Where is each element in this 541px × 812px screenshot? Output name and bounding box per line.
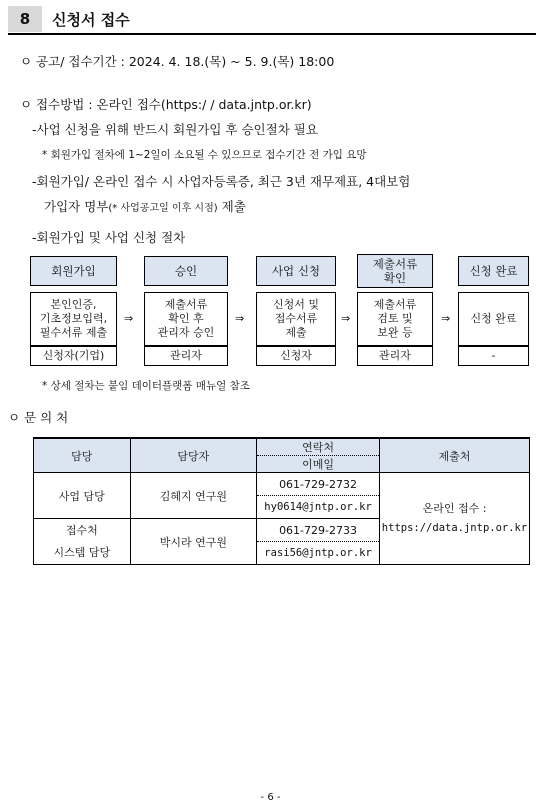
contact-table [33,437,530,565]
contact-table-header [34,438,530,456]
flow-step-3-head: 사업 신청 [256,256,336,286]
row2-dept [34,519,131,565]
header-contact: 연락처 [257,438,380,456]
method-item: ㅇ 접수방법 : 온라인 접수(https:/ / data.jntp.or.kr) [20,97,312,112]
row1-email: hy0614@jntp.or.kr [257,496,380,519]
flow-step-5-head: 신청 완료 [458,256,529,286]
contact-label: ㅇ 문 의 처 [8,410,69,425]
header-person: 담당자 [130,438,256,473]
flow-step-1-head: 회원가입 [30,256,117,286]
flow-arrow-4: ⇒ [441,312,451,325]
flow-arrow-3: ⇒ [341,312,351,325]
flow-step-4-body: 제출서류 검토 및 보완 등 [357,292,433,346]
row2-person: 박시라 연구원 [130,519,256,565]
table-row [34,473,530,496]
submit-line-1: 온라인 접수 : [422,502,487,516]
row2-email: rasi56@jntp.or.kr [257,542,380,565]
row1-dept: 사업 담당 [34,473,131,519]
header-submit: 제출처 [380,438,530,473]
flow-step-4-actor: 관리자 [357,346,433,366]
signup-required-line: -사업 신청을 위해 반드시 회원가입 후 승인절차 필요 [32,122,318,137]
period-item: ㅇ 공고/ 접수기간 : 2024. 4. 18.(목) ~ 5. 9.(목) 18:00 [20,54,335,69]
flow-step-5-actor: - [458,346,529,366]
flow-step-3-actor: 신청자 [256,346,336,366]
flow-step-2-head: 승인 [144,256,228,286]
section-number: 8 [8,6,42,32]
header-email: 이메일 [257,456,380,473]
submit-url: https://data.jntp.or.kr [381,521,528,534]
documents-roster-note: (* 사업공고일 이후 시점) [108,203,218,214]
row2-dept-line1: 접수처 [65,523,98,537]
flow-step-1-actor: 신청자(기업) [30,346,117,366]
procedure-title: -회원가입 및 사업 신청 절차 [32,230,186,245]
flow-step-4-head: 제출서류 확인 [357,254,433,288]
submit-cell [380,473,530,565]
manual-note: * 상세 절차는 붙임 데이터플랫폼 매뉴얼 참조 [42,380,250,392]
row2-phone: 061-729-2733 [257,519,380,542]
row1-person: 김혜지 연구원 [130,473,256,519]
flow-step-1-body: 본인인증, 기초정보입력, 필수서류 제출 [30,292,117,346]
documents-roster-text: 가입자 명부 [44,199,109,214]
documents-line-2 [44,197,246,215]
page-number: - 6 - [260,792,281,803]
flow-step-5-body: 신청 완료 [458,292,529,346]
section-divider [8,33,536,35]
row1-phone: 061-729-2732 [257,473,380,496]
documents-submit-text: 제출 [217,199,246,214]
flow-step-2-actor: 관리자 [144,346,228,366]
section-title: 신청서 접수 [52,11,130,29]
signup-note: * 회원가입 절차에 1~2일이 소요될 수 있으므로 접수기간 전 가입 요망 [42,149,367,161]
flow-arrow-1: ⇒ [124,312,134,325]
flow-step-3-body: 신청서 및 접수서류 제출 [256,292,336,346]
header-dept: 담당 [34,438,131,473]
documents-line-1: -회원가입/ 온라인 접수 시 사업자등록증, 최근 3년 재무제표, 4대보험 [32,174,411,189]
row2-dept-line2: 시스템 담당 [53,545,111,559]
flow-step-2-body: 제출서류 확인 후 관리자 승인 [144,292,228,346]
flow-arrow-2: ⇒ [235,312,245,325]
